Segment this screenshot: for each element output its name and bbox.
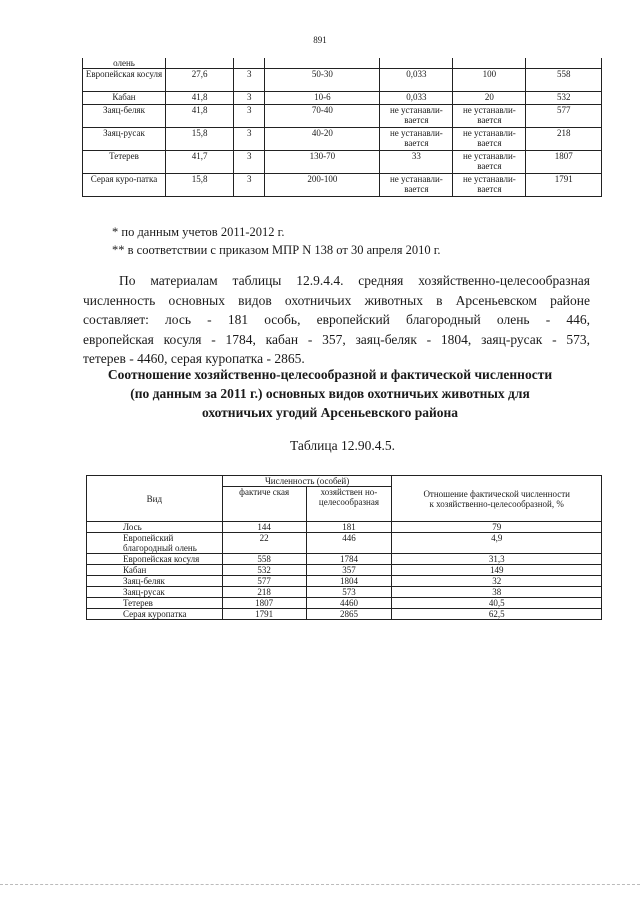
paragraph-line: составляет: лось - 181 особь, европейский благородный олень - 446,	[83, 312, 590, 327]
table-cell: не устанавли-вается	[453, 174, 526, 197]
table-cell: Заяц-русак	[83, 128, 166, 151]
table-cell	[234, 58, 265, 69]
table-cell-species: Заяц-русак	[87, 587, 223, 598]
table-cell: 0,033	[380, 92, 453, 105]
table-cell	[166, 58, 234, 69]
table-row	[87, 609, 602, 620]
table-cell-target: 2865	[306, 609, 392, 620]
table1-body	[83, 58, 602, 197]
paragraph-line: тетерев - 4460, серая куропатка - 2865.	[83, 351, 305, 366]
table-cell: 1791	[526, 174, 602, 197]
table-row	[83, 151, 602, 174]
table-cell: Серая куро-патка	[83, 174, 166, 197]
table-cell-actual: 22	[222, 533, 306, 554]
table-cell: не устанавли-вается	[380, 105, 453, 128]
table-cell-target: 4460	[306, 598, 392, 609]
table-cell-ratio: 62,5	[392, 609, 602, 620]
table-cell-ratio: 32	[392, 576, 602, 587]
ratio-header: Отношение фактической численности к хозяйственно-целесообразной, %	[392, 476, 602, 522]
table-cell-target: 1804	[306, 576, 392, 587]
heading-line: Соотношение хозяйственно-целесообразной и фактической численности	[107, 367, 553, 382]
table-cell: 577	[526, 105, 602, 128]
table-cell-ratio: 40,5	[392, 598, 602, 609]
table-cell: 41,8	[166, 105, 234, 128]
table-cell: 27,6	[166, 69, 234, 92]
footnote-2: ** в соответствии с приказом МПР N 138 от 30 апреля 2010 г.	[112, 243, 441, 257]
summary-paragraph	[83, 271, 590, 369]
target-header: хозяйствен но-целесообразная	[306, 487, 392, 522]
table-cell-actual: 1807	[222, 598, 306, 609]
table-cell-actual: 532	[222, 565, 306, 576]
table-cell: олень	[83, 58, 166, 69]
table-cell	[265, 58, 380, 69]
table-cell-ratio: 38	[392, 587, 602, 598]
table-cell-species: Серая куропатка	[87, 609, 223, 620]
table2-body	[87, 522, 602, 620]
table-cell-target: 357	[306, 565, 392, 576]
table-cell-species: Европейский благородный олень	[87, 533, 223, 554]
table-cell-actual: 218	[222, 587, 306, 598]
table-cell: 10-6	[265, 92, 380, 105]
table-row	[83, 92, 602, 105]
table-row	[83, 174, 602, 197]
table-cell: не устанавли-вается	[380, 174, 453, 197]
table-row	[87, 576, 602, 587]
table-cell: Кабан	[83, 92, 166, 105]
table-cell-actual: 558	[222, 554, 306, 565]
table-row	[87, 554, 602, 565]
table-cell: 33	[380, 151, 453, 174]
table-row	[87, 522, 602, 533]
table-cell: 130-70	[265, 151, 380, 174]
table-cell-ratio: 149	[392, 565, 602, 576]
table-cell-ratio: 4,9	[392, 533, 602, 554]
table-cell: 3	[234, 128, 265, 151]
table-cell-ratio: 79	[392, 522, 602, 533]
table-cell: 3	[234, 151, 265, 174]
table-cell: 3	[234, 174, 265, 197]
table-cell-target: 446	[306, 533, 392, 554]
hunting-resources-table	[82, 58, 602, 197]
table-cell-target: 1784	[306, 554, 392, 565]
ratio-table	[86, 475, 602, 620]
table-cell: Тетерев	[83, 151, 166, 174]
table-cell	[380, 58, 453, 69]
table-row	[83, 128, 602, 151]
table-row	[87, 533, 602, 554]
table-cell: 3	[234, 92, 265, 105]
table-caption: Таблица 12.90.4.5.	[290, 438, 395, 453]
paragraph-line: По материалам таблицы 12.9.4.4. средняя хозяйственно-целесообразная	[119, 273, 590, 288]
table-cell	[453, 58, 526, 69]
table-row	[87, 598, 602, 609]
table-cell: 41,7	[166, 151, 234, 174]
table-row	[83, 105, 602, 128]
table-cell: 40-20	[265, 128, 380, 151]
actual-header: фактиче ская	[222, 487, 306, 522]
table-cell-actual: 144	[222, 522, 306, 533]
table-row	[87, 565, 602, 576]
table-cell	[526, 58, 602, 69]
table-cell: 41,8	[166, 92, 234, 105]
section-heading	[70, 365, 590, 422]
table-cell: не устанавли-вается	[453, 105, 526, 128]
table-cell: Европейская косуля	[83, 69, 166, 92]
table-cell-target: 181	[306, 522, 392, 533]
table-cell: 218	[526, 128, 602, 151]
table-cell: 70-40	[265, 105, 380, 128]
table-cell-actual: 577	[222, 576, 306, 587]
page-number: 891	[313, 35, 327, 45]
heading-line: охотничьих угодий Арсеньевского района	[201, 405, 459, 420]
table-cell-actual: 1791	[222, 609, 306, 620]
heading-line: (по данным за 2011 г.) основных видов охотничьих животных для	[130, 386, 530, 401]
table-row	[87, 587, 602, 598]
table-cell: 200-100	[265, 174, 380, 197]
table-cell-ratio: 31,3	[392, 554, 602, 565]
table-cell: 15,8	[166, 174, 234, 197]
table-row	[83, 58, 602, 69]
table-cell: 20	[453, 92, 526, 105]
table-cell: не устанавли-вается	[380, 128, 453, 151]
table-cell-species: Европейская косуля	[87, 554, 223, 565]
table-cell: 558	[526, 69, 602, 92]
footnote-1: * по данным учетов 2011-2012 г.	[112, 225, 285, 239]
scan-footer-line	[0, 884, 640, 886]
numbers-group-header: Численность (особей)	[222, 476, 392, 487]
table-cell: 1807	[526, 151, 602, 174]
table-cell-species: Тетерев	[87, 598, 223, 609]
table-cell-species: Кабан	[87, 565, 223, 576]
table-cell: 100	[453, 69, 526, 92]
table-cell: Заяц-беляк	[83, 105, 166, 128]
table-row	[83, 69, 602, 92]
paragraph-line: численность основных видов охотничьих животных в Арсеньевском районе	[83, 292, 590, 308]
table-cell-species: Заяц-беляк	[87, 576, 223, 587]
table-cell: 0,033	[380, 69, 453, 92]
table-cell-target: 573	[306, 587, 392, 598]
table-cell: 50-30	[265, 69, 380, 92]
table-cell-species: Лось	[87, 522, 223, 533]
table-cell: 3	[234, 105, 265, 128]
table-cell: не устанавли-вается	[453, 128, 526, 151]
table-cell: 532	[526, 92, 602, 105]
table-cell: 3	[234, 69, 265, 92]
paragraph-line: европейская косуля - 1784, кабан - 357, заяц-беляк - 1804, заяц-русак - 573,	[83, 331, 590, 347]
table-cell: не устанавли-вается	[453, 151, 526, 174]
table-cell: 15,8	[166, 128, 234, 151]
species-header: Вид	[87, 476, 223, 522]
